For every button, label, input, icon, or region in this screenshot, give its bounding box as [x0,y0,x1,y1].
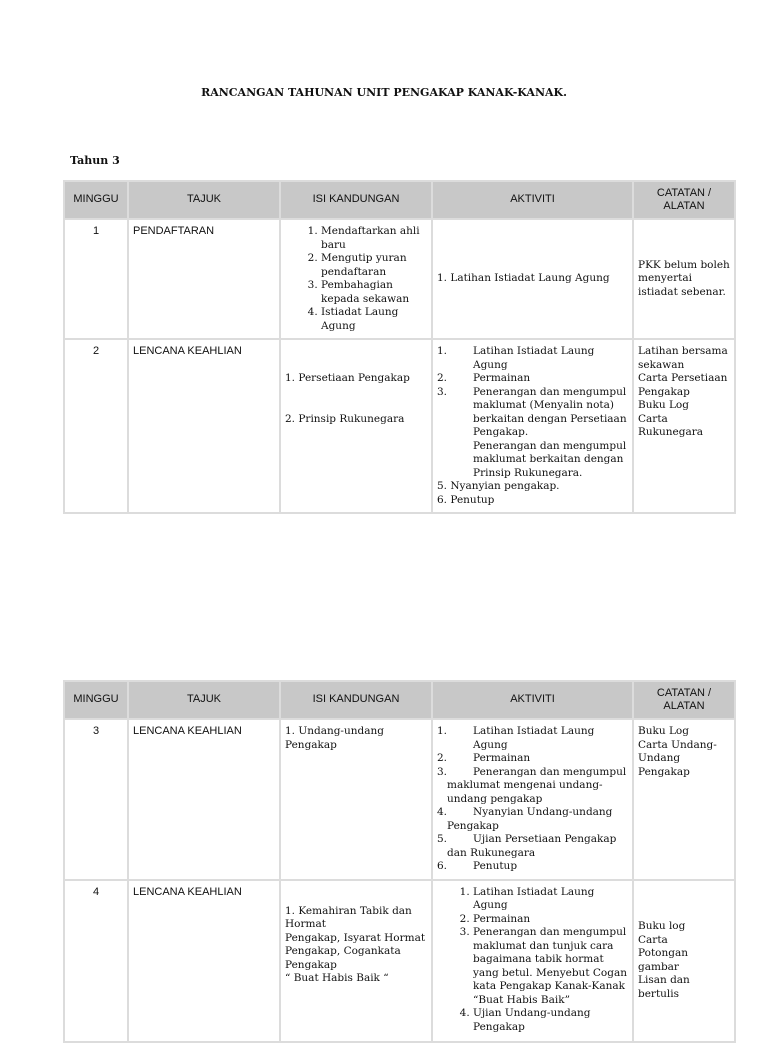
list-item: “ Buat Habis Baik “ [285,972,389,984]
aktiviti-cell [433,881,632,1041]
year-label: Tahun 3 [70,154,120,167]
list-item: 4. Istiadat Laung Agung [321,306,427,333]
aktiviti-cell [433,720,632,879]
list-item: 2. Prinsip Rukunegara [285,412,405,425]
tajuk-cell: PENDAFTARAN [129,220,279,338]
list-item: Carta [638,933,668,946]
table-row [65,720,734,879]
aktiviti-cell [433,340,632,512]
list-item: 3. Penerangan dan mengumpul maklumat (Menyalin nota) berkaitan dengan Persetiaan Pengakap. [437,385,627,438]
isi-cell [281,220,431,338]
list-item: 5. Ujian Persetiaan Pengakap dan Rukunegara [437,833,617,859]
table-header-row [65,182,734,218]
minggu-cell: 1 [65,220,127,338]
minggu-cell: 2 [65,340,127,512]
tajuk-cell: LENCANA KEAHLIAN [129,720,279,879]
header-aktiviti: AKTIVITI [433,182,632,218]
list-item: 5. Nyanyian pengakap. [437,480,560,492]
table-row [65,340,734,512]
isi-cell: 1. Undang-undang Pengakap [281,720,431,879]
header-tajuk: TAJUK [129,182,279,218]
catatan-cell [634,340,734,512]
header-isi-kandungan: ISI KANDUNGAN [281,682,431,718]
catatan-cell: PKK belum boleh menyertai istiadat sebenar. [634,220,734,338]
header-tajuk: TAJUK [129,682,279,718]
list-item: 1. Latihan Istiadat Laung Agung [437,345,595,371]
catatan-cell [634,881,734,1041]
list-item: 3. Penerangan dan mengumpul maklumat dan tunjuk cara bagaimana tabik hormat yang betul. Menyebut Cogan kata Pengakap Kanak-Kanak “Buat Habis Baik” [473,926,628,1007]
isi-cell [281,340,431,512]
catatan-cell [634,720,734,879]
list-item: 4. Ujian Undang-undang Pengakap [473,1007,628,1034]
header-aktiviti: AKTIVITI [433,682,632,718]
list-item: 3. Penerangan dan mengumpul maklumat mengenai undang-undang pengakap [437,765,627,805]
tajuk-cell: LENCANA KEAHLIAN [129,881,279,1041]
list-item: Buku log [638,920,686,932]
list-item: Carta Undang-Undang Pengakap [638,738,717,778]
list-item: 1. Mendaftarkan ahli baru [321,225,427,252]
list-item: 4. Nyanyian Undang-undang Pengakap [437,806,613,832]
header-minggu: MINGGU [65,682,127,718]
document-title: RANCANGAN TAHUNAN UNIT PENGAKAP KANAK-KANAK. [201,86,567,99]
table-header-row [65,682,734,718]
list-item: Buku Log [638,725,689,737]
minggu-cell: 3 [65,720,127,879]
list-item: 2. Permainan [437,372,531,384]
list-item: Lisan dan bertulis [638,974,690,1000]
tajuk-cell: LENCANA KEAHLIAN [129,340,279,512]
table-row [65,220,734,338]
list-item: Carta Persetiaan Pengakap [638,372,728,398]
header-catatan: CATATAN / ALATAN [634,182,734,218]
list-item: Pengakap, Isyarat Hormat Pengakap, Cogankata Pengakap [285,931,426,971]
table-row [65,881,734,1041]
header-minggu: MINGGU [65,182,127,218]
aktiviti-cell: 1. Latihan Istiadat Laung Agung [433,220,632,338]
list-item: Carta Rukunegara [638,412,704,438]
list-item: 2. Permainan [473,913,628,927]
list-item: 2. Permainan [437,752,531,764]
list-item: Penerangan dan mengumpul maklumat berkaitan dengan Prinsip Rukunegara. [473,439,627,479]
list-item: 6. Penutup [437,493,495,506]
plan-table-1 [63,180,736,514]
list-item: 1. Latihan Istiadat Laung Agung [437,725,595,751]
list-item: 6. Penutup [437,860,518,872]
header-catatan: CATATAN / ALATAN [634,682,734,718]
list-item: 3. Pembahagian kepada sekawan [321,279,427,306]
list-item: Potongan gambar [638,947,689,973]
list-item: 1. Latihan Istiadat Laung Agung [473,886,628,913]
list-item: Latihan bersama sekawan [638,345,728,371]
header-isi-kandungan: ISI KANDUNGAN [281,182,431,218]
list-item: 2. Mengutip yuran pendaftaran [321,252,427,279]
list-item: 1. Persetiaan Pengakap [285,372,410,384]
minggu-cell: 4 [65,881,127,1041]
list-item: 1. Kemahiran Tabik dan Hormat [285,904,412,930]
list-item: Buku Log [638,399,689,411]
plan-table-2 [63,680,736,1043]
isi-cell [281,881,431,1041]
